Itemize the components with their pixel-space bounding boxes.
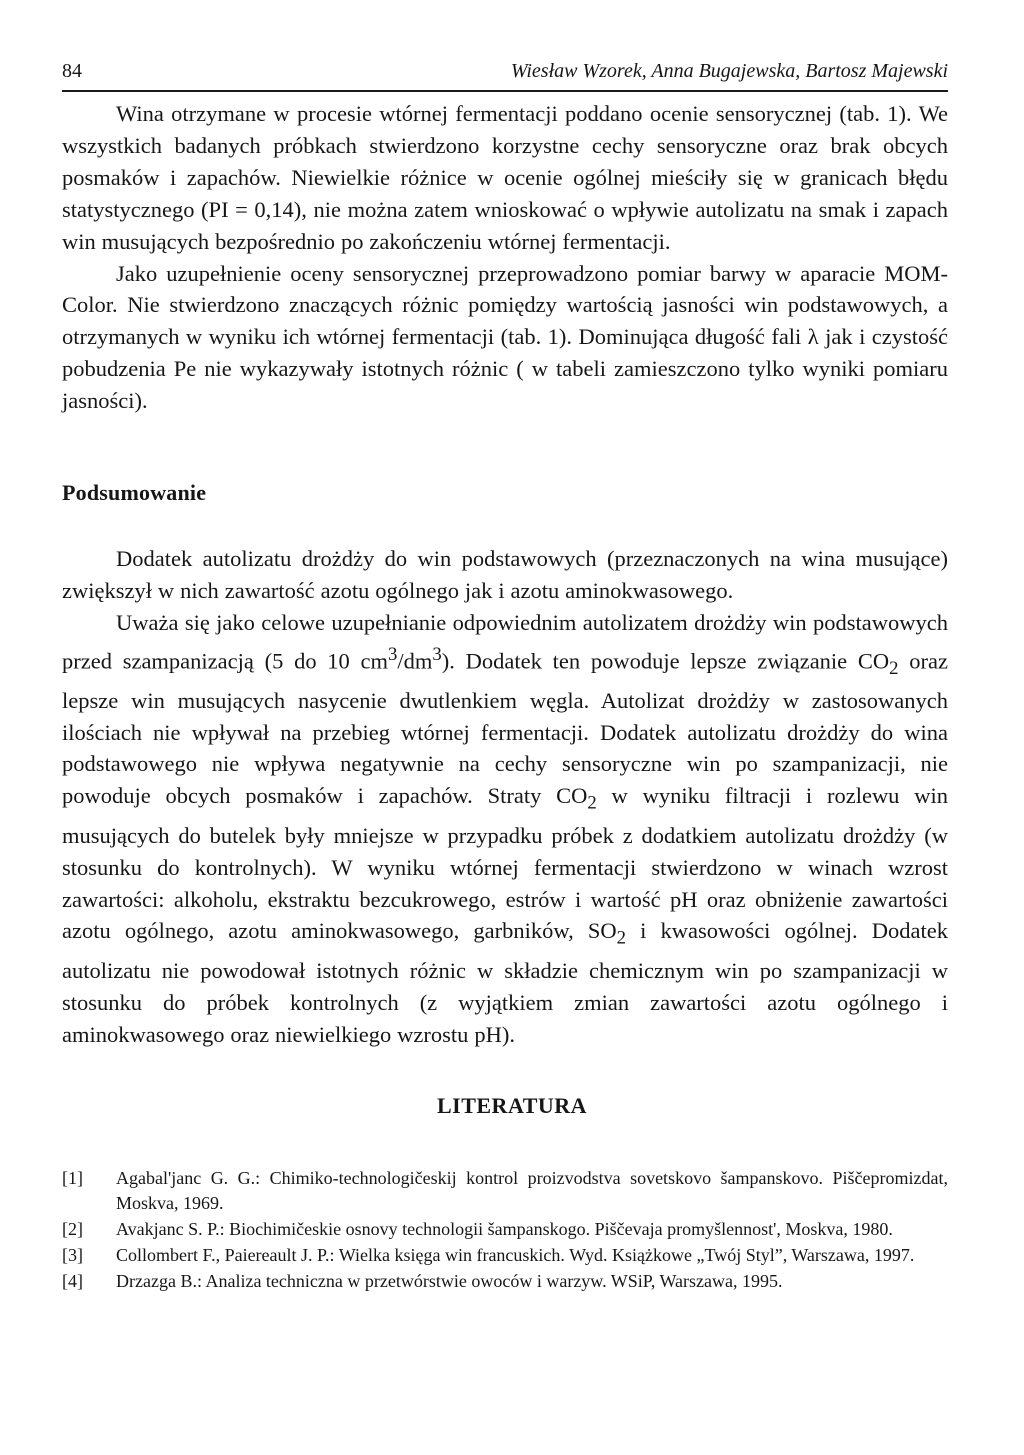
paragraph-summary-2: Uważa się jako celowe uzupełnianie odpowiednim autolizatem drożdży win podstawowych przed szampanizacją (5 do 10 $cm^3/dm^3$). Dodatek ten powoduje lepsze związanie $CO_2$ oraz lepsze win musujących nasycenie dwutlenkiem węgla. Autolizat drożdży w zastosowanych ilościach nie wpływał na przebieg wtórnej fermentacji. Dodatek autolizatu drożdży do wina podstawowego nie wpływa negatywnie na cechy sensoryczne win po szampanizacji, nie powoduje obcych posmaków i zapachów. Straty $CO_2$ w wyniku filtracji i rozlewu win musujących do butelek były mniejsze w przypadku próbek z dodatkiem autolizatu drożdży (w stosunku do kontrolnych). W wyniku wtórnej fermentacji stwierdzono w winach wzrost zawartości: alkoholu, ekstraktu bezcukrowego, estrów i wartość pH oraz obniżenie zawartości azotu ogólnego, azotu aminokwasowego, garbników, $SO_2$ i kwasowości ogólnej. Dodatek autolizatu nie powodował istotnych różnic w składzie chemicznym win po szampanizacji w stosunku do próbek kontrolnych (z wyjątkiem zmian zawartości azotu ogólnego i aminokwasowego oraz niewielkiego wzrostu pH). [62,609,948,1047]
reference-text: Agabal'janc G. G.: Chimiko-technologičeskij kontrol proizvodstva sovetskovo šampanskovo. Piščepromizdat, Moskva, 1969. [116,1168,948,1213]
reference-text: Avakjanc S. P.: Biochimičeskie osnovy technologii šampanskogo. Piščevaja promyšlennost', Moskva, 1980. [116,1219,893,1239]
section-title-summary: Podsumowanie [62,480,207,505]
paragraph-summary-1: Dodatek autolizatu drożdży do win podstawowych (przeznaczonych na wina musujące) zwiększył w nich zawartość azotu ogólnego jak i azotu aminokwasowego. [62,546,948,603]
reference-number: [3] [62,1245,83,1265]
reference-item [62,1217,948,1242]
reference-item [62,1166,948,1216]
page-number: 84 [62,60,82,82]
reference-text: Drzazga B.: Analiza techniczna w przetwórstwie owoców i warzyw. WSiP, Warszawa, 1995. [116,1271,783,1291]
reference-item [62,1269,948,1294]
reference-item [62,1243,948,1268]
reference-number: [1] [62,1168,83,1188]
running-head-authors: Wiesław Wzorek, Anna Bugajewska, Bartosz Majewski [510,60,948,82]
reference-number: [4] [62,1271,83,1291]
reference-text: Collombert F., Paiereault J. P.: Wielka księga win francuskich. Wyd. Książkowe „Twój Styl”, Warszawa, 1997. [116,1245,915,1265]
paragraph-color-measurement: Jako uzupełnienie oceny sensorycznej przeprowadzono pomiar barwy w aparacie MOM-Color. Nie stwierdzono znaczących różnic pomiędzy wartością jasności win podstawowych, a otrzymanych w wyniku ich wtórnej fermentacji (tab. 1). Dominująca długość fali λ jak i czystość pobudzenia Pe nie wykazywały istotnych różnic ( w tabeli zamieszczono tylko wyniki pomiaru jasności). [62,260,948,414]
page-header [62,60,948,92]
section-title-literature: LITERATURA [436,1093,588,1118]
paragraph-sensory-evaluation: Wina otrzymane w procesie wtórnej fermentacji poddano ocenie sensorycznej (tab. 1). We wszystkich badanych próbkach stwierdzono korzystne cechy sensoryczne oraz brak obcych posmaków i zapachów. Niewielkie różnice w ocenie ogólnej mieściły się w granicach błędu statystycznego (PI = 0,14), nie można zatem wnioskować o wpływie autolizatu na smak i zapach win musujących bezpośrednio po zakończeniu wtórnej fermentacji. [62,101,948,254]
summary-section [62,543,948,1051]
reference-number: [2] [62,1219,83,1239]
results-section [62,98,948,417]
reference-list [62,1166,948,1295]
